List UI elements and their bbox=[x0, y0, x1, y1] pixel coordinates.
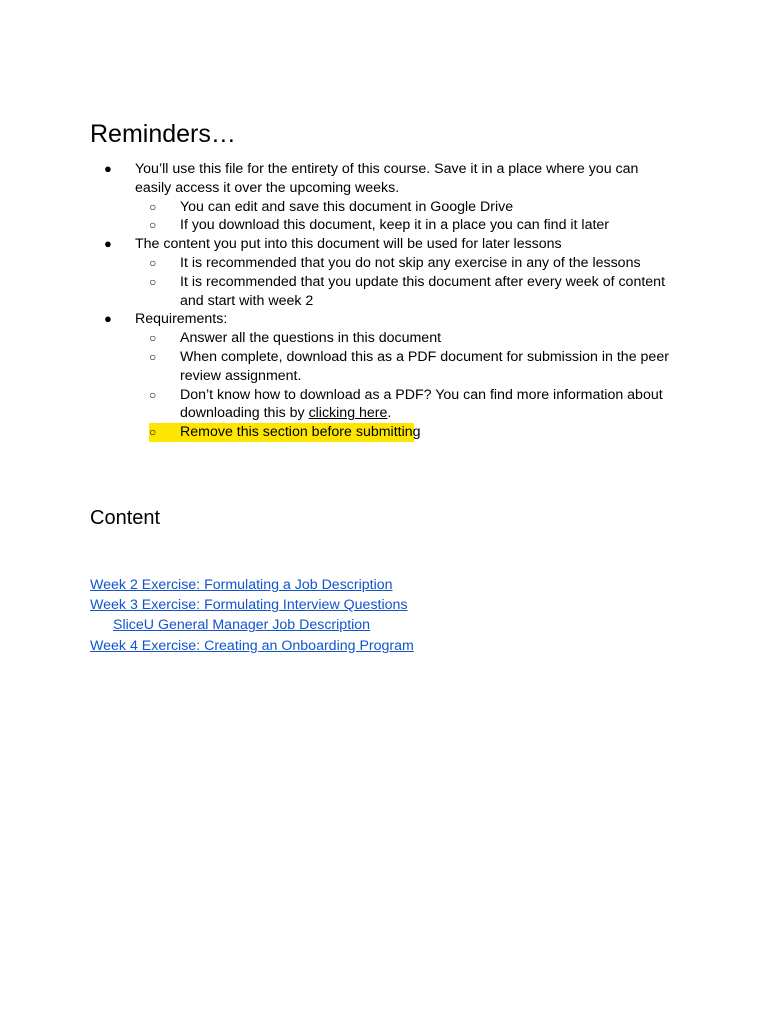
reminders-list bbox=[0, 160, 768, 442]
bullet-icon: ● bbox=[104, 161, 112, 176]
pdf-help-text: Don’t know how to download as a PDF? You can find more information about downloading this by bbox=[180, 386, 663, 422]
bullet-icon: ● bbox=[104, 236, 112, 252]
sub-list-item bbox=[0, 254, 768, 273]
bullet-icon: ● bbox=[104, 311, 112, 327]
sub-list-item-text bbox=[180, 386, 675, 424]
hollow-bullet-icon: ○ bbox=[149, 218, 157, 233]
hollow-bullet-icon: ○ bbox=[149, 199, 157, 214]
sliceu-job-description-link[interactable]: SliceU General Manager Job Description bbox=[113, 617, 371, 634]
week-2-exercise-link[interactable]: Week 2 Exercise: Formulating a Job Description bbox=[90, 577, 393, 593]
sub-list-item-text: If you download this document, keep it in a place you can find it later bbox=[180, 217, 610, 234]
list-item-text: The content you put into this document will be used for later lessons bbox=[135, 236, 562, 253]
sub-list-item bbox=[0, 198, 768, 217]
hollow-bullet-icon: ○ bbox=[149, 425, 157, 440]
pdf-help-suffix: . bbox=[387, 405, 392, 422]
list-item-text: Requirements: bbox=[135, 311, 228, 328]
hollow-bullet-icon: ○ bbox=[149, 387, 157, 402]
sub-list-item bbox=[0, 329, 768, 348]
list-item bbox=[0, 310, 768, 329]
hollow-bullet-icon: ○ bbox=[149, 274, 157, 289]
sub-list-item-text: Answer all the questions in this document bbox=[180, 330, 442, 347]
list-item bbox=[0, 160, 768, 198]
hollow-bullet-icon: ○ bbox=[149, 349, 157, 364]
hollow-bullet-icon: ○ bbox=[149, 331, 157, 346]
sub-list-item bbox=[0, 348, 768, 386]
content-heading: Content bbox=[90, 507, 161, 529]
sub-list-item-text: It is recommended that you update this document after every week of content and start with week 2 bbox=[180, 273, 666, 309]
sub-list-item bbox=[0, 386, 768, 424]
content-links bbox=[90, 575, 414, 656]
list-item-text: You’ll use this file for the entirety of this course. Save it in a place where you can easily access it over the upcoming weeks. bbox=[135, 161, 639, 196]
sub-list-item-text: Remove this section before submitting bbox=[180, 424, 421, 441]
sub-list-item bbox=[0, 216, 768, 235]
sub-list-item-text: It is recommended that you do not skip any exercise in any of the lessons bbox=[180, 254, 641, 271]
sub-list-item bbox=[0, 273, 768, 311]
sub-list-item-text: When complete, download this as a PDF document for submission in the peer review assignment. bbox=[180, 348, 669, 384]
reminders-heading: Reminders… bbox=[90, 120, 236, 148]
week-3-exercise-link[interactable]: Week 3 Exercise: Formulating Interview Questions bbox=[90, 597, 408, 614]
sub-list-item-text: You can edit and save this document in Google Drive bbox=[180, 198, 514, 215]
clicking-here-link[interactable]: clicking here bbox=[308, 405, 388, 422]
hollow-bullet-icon: ○ bbox=[149, 255, 157, 270]
highlighted-sub-list-item bbox=[0, 423, 768, 442]
list-item bbox=[0, 235, 768, 254]
week-4-exercise-link[interactable]: Week 4 Exercise: Creating an Onboarding Program bbox=[90, 637, 414, 654]
